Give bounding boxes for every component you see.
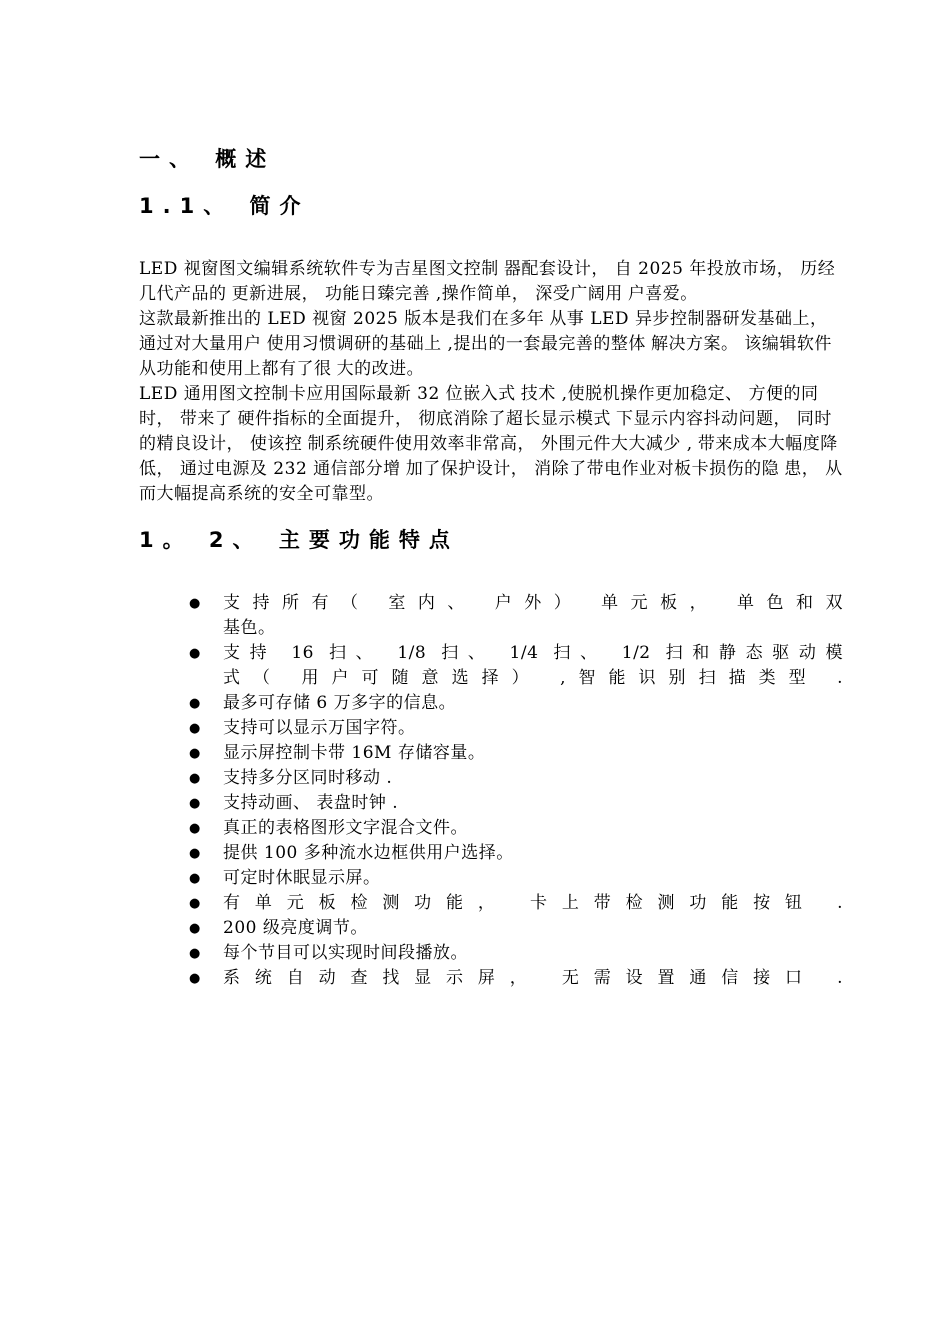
- list-item: [139, 816, 843, 841]
- section-heading-main-features: 1。 2、 主要功能特点: [139, 528, 459, 552]
- bullet-icon: ●: [189, 646, 201, 661]
- intro-paragraph: [139, 382, 843, 507]
- list-item-text: 式（ 用户可随意选择） ,智能识别扫描类型 .: [223, 668, 843, 688]
- bullet-icon: ●: [189, 721, 201, 736]
- section-heading-introduction: 1.1、 简介: [139, 194, 310, 218]
- bullet-icon: ●: [189, 596, 201, 611]
- list-item-text: 提供 100 多种流水边框供用户选择。: [223, 843, 514, 863]
- intro-paragraph: [139, 257, 843, 307]
- list-item-text: 可定时休眠显示屏。: [223, 868, 381, 888]
- text-line: 制系统硬件使用效率非常高， 外围元件大大减少 ,: [307, 434, 693, 454]
- text-line: 使用习惯调研的基础上 ,提出的一套最完善的整体: [266, 334, 646, 354]
- list-item: [139, 741, 843, 766]
- section-heading-overview: 一、 概述: [139, 147, 276, 171]
- text-line: LED 视窗图文编辑系统软件专为吉星图文控制: [139, 259, 499, 279]
- text-line: 硬件指标的全面提升， 彻底消除了超长显示模式: [237, 409, 611, 429]
- text-line: 技术 ,使脱机操作更加稳定、 方便的同时， 带来了: [139, 384, 819, 429]
- list-item: [139, 766, 843, 791]
- bullet-icon: ●: [189, 846, 201, 861]
- list-item-text: 支持可以显示万国字符。: [223, 718, 416, 738]
- list-item-text: 每个节目可以实现时间段播放。: [223, 943, 468, 963]
- list-item-text: 最多可存储 6 万多字的信息。: [223, 693, 457, 713]
- intro-paragraph: [139, 307, 843, 382]
- list-item-text: 显示屏控制卡带 16M 存储容量。: [223, 743, 486, 763]
- feature-list: [139, 591, 843, 991]
- text-line: 大的改进。: [336, 359, 425, 379]
- list-item: [139, 866, 843, 891]
- text-line: 带来成本大幅度降低， 通过电源及 232 通信部分增: [139, 434, 838, 479]
- list-item: [139, 966, 843, 991]
- text-line: 患， 从而大幅提高系统的安全可靠型。: [139, 459, 843, 504]
- list-item: [139, 941, 843, 966]
- list-item-text: 支持 16 扫、 1/8 扫、 1/4 扫、 1/2 扫和静态驱动模: [223, 643, 843, 663]
- text-line: 解决方案。 该编辑软件从功能和使用上都有了很: [139, 334, 832, 379]
- list-item: [139, 916, 843, 941]
- text-line: 户喜爱。: [627, 284, 698, 304]
- list-item-text: 系统自动查找显示屏， 无需设置通信接口 .: [223, 968, 843, 988]
- text-line: 加了保护设计， 消除了带电作业对板卡损伤的隐: [405, 459, 780, 479]
- document-page: [139, 140, 843, 991]
- list-item: [139, 791, 843, 816]
- introduction-body: [139, 257, 843, 507]
- list-item-text: 基色。: [223, 618, 276, 638]
- bullet-icon: ●: [189, 971, 201, 986]
- bullet-icon: ●: [189, 696, 201, 711]
- bullet-icon: ●: [189, 821, 201, 836]
- bullet-icon: ●: [189, 946, 201, 961]
- bullet-icon: ●: [189, 796, 201, 811]
- text-line: 下显示内容抖动问题， 同时的精良设计， 使该控: [139, 409, 832, 454]
- text-line: LED 通用图文控制卡应用国际最新 32 位嵌入式: [139, 384, 516, 404]
- list-item-text: 200 级亮度调节。: [223, 918, 368, 938]
- bullet-icon: ●: [189, 921, 201, 936]
- bullet-icon: ●: [189, 746, 201, 761]
- list-item-text: 支持多分区同时移动 .: [223, 768, 393, 788]
- list-item: [139, 841, 843, 866]
- list-item-text: 真正的表格图形文字混合文件。: [223, 818, 468, 838]
- list-item: [139, 716, 843, 741]
- list-item: [139, 641, 843, 691]
- text-line: 更新进展， 功能日臻完善 ,操作简单， 深受广阔用: [231, 284, 623, 304]
- text-line: 这款最新推出的 LED 视窗 2025 版本是我们在多年: [139, 309, 545, 329]
- list-item: [139, 591, 843, 641]
- bullet-icon: ●: [189, 896, 201, 911]
- text-line: 器配套设计， 自 2025 年投放市场， 历经几代产品的: [139, 259, 836, 304]
- list-item: [139, 891, 843, 916]
- list-item-text: 支持所有（ 室内、 户外） 单元板， 单色和双: [223, 593, 843, 613]
- bullet-icon: ●: [189, 771, 201, 786]
- bullet-icon: ●: [189, 871, 201, 886]
- list-item-text: 有单元板检测功能， 卡上带检测功能按钮 .: [223, 893, 843, 913]
- list-item: [139, 691, 843, 716]
- list-item-text: 支持动画、 表盘时钟 .: [223, 793, 399, 813]
- text-line: 从事 LED 异步控制器研发基础上， 通过对大量用户: [139, 309, 828, 354]
